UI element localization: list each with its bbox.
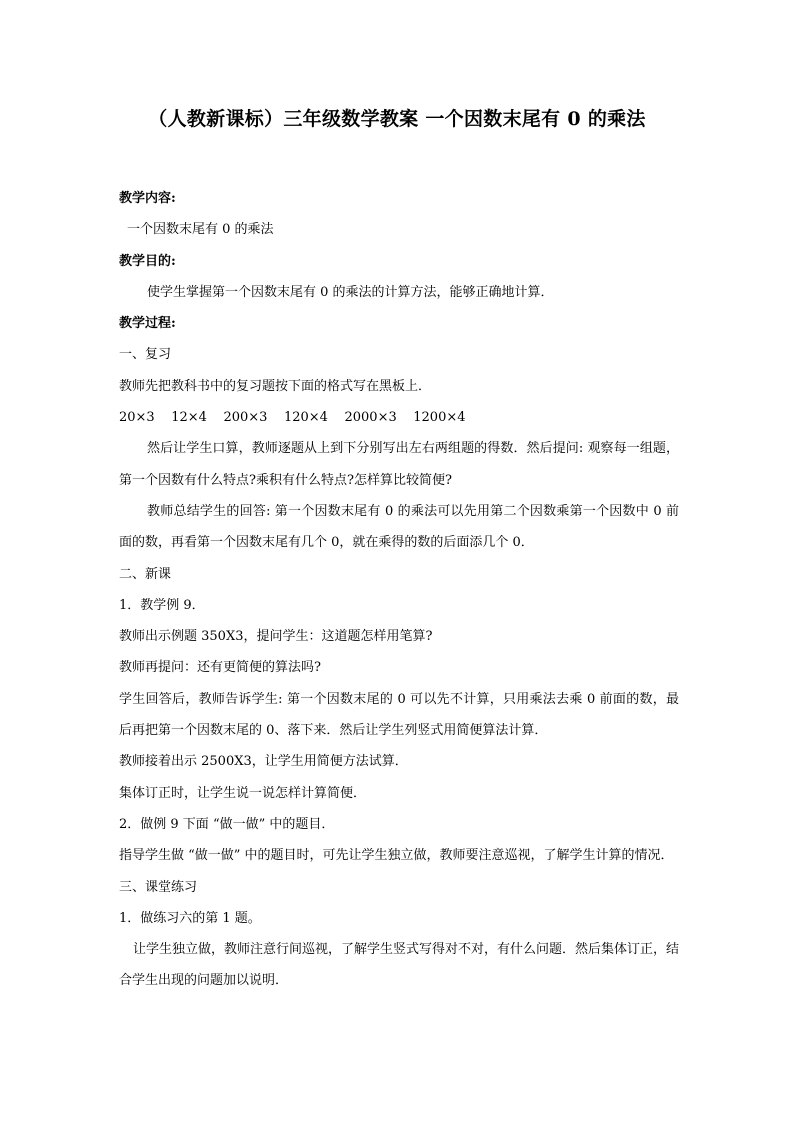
content-text: 一个因数末尾有 0 的乘法 bbox=[127, 222, 274, 238]
new-lesson-item-1: 1．教学例 9． bbox=[119, 597, 205, 613]
review-paragraph-3: 教师总结学生的回答: 第一个因数末尾有 0 的乘法可以先用第二个因数乘第一个因数中 0 前面的数，再看第一个因数末尾有几个 0，就在乘得的数的后面添几个 0． bbox=[119, 503, 679, 551]
practice-heading: 三、课堂练习 bbox=[119, 879, 198, 895]
review-paragraph-1: 教师先把教科书中的复习题按下面的格式写在黑板上． bbox=[119, 378, 432, 394]
practice-paragraph-1: 让学生独立做，教师注意行间巡视，了解学生竖式写得对不对，有什么问题．然后集体订正，结合学生出现的问题加以说明． bbox=[119, 942, 680, 989]
new-lesson-heading: 二、新课 bbox=[119, 566, 172, 582]
document-body bbox=[119, 183, 679, 997]
section-heading-goal: 教学目的: bbox=[119, 253, 176, 269]
new-lesson-paragraph-6: 指导学生做 “做一做” 中的题目时，可先让学生独立做，教师要注意巡视，了解学生计算的情况． bbox=[119, 848, 674, 864]
new-lesson-paragraph-4: 教师接着出示 2500X3，让学生用简便方法试算． bbox=[119, 754, 408, 770]
practice-item-1: 1．做练习六的第 1 题。 bbox=[119, 910, 261, 926]
section-heading-process: 教学过程: bbox=[119, 316, 176, 332]
goal-text: 使学生掌握第一个因数末尾有 0 的乘法的计算方法，能够正确地计算． bbox=[147, 284, 554, 300]
document-title: （人教新课标）三年级数学教案 一个因数末尾有 0 的乘法 bbox=[148, 108, 646, 130]
new-lesson-paragraph-2: 教师再提问：还有更简便的算法吗? bbox=[119, 660, 321, 676]
new-lesson-item-2: 2．做例 9 下面 “做一做” 中的题目． bbox=[119, 816, 335, 832]
new-lesson-paragraph-3: 学生回答后，教师告诉学生: 第一个因数末尾的 0 可以先不计算，只用乘法去乘 0 前面的数，最后再把第一个因数末尾的 0、落下来．然后让学生列竖式用简便算法计算． bbox=[119, 691, 679, 739]
review-paragraph-2: 然后让学生口算，教师逐题从上到下分别写出左右两组题的得数．然后提问: 观察每一组题，第一个因数有什么特点?乘积有什么特点?怎样算比较简便? bbox=[119, 441, 679, 488]
review-heading: 一、复习 bbox=[119, 347, 172, 363]
review-formulas: 20×3 12×4 200×3 120×4 2000×3 1200×4 bbox=[119, 410, 466, 426]
section-heading-content: 教学内容: bbox=[119, 191, 176, 206]
new-lesson-paragraph-5: 集体订正时，让学生说一说怎样计算简便． bbox=[119, 785, 367, 801]
new-lesson-paragraph-1: 教师出示例题 350X3，提问学生：这道题怎样用笔算? bbox=[119, 629, 433, 645]
